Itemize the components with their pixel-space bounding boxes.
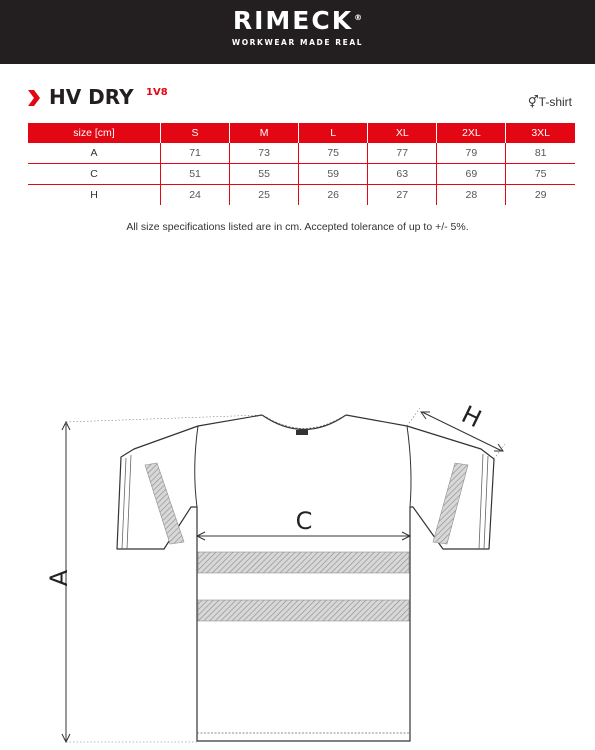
size-table-header — [28, 123, 575, 143]
table-cell: 59 — [299, 164, 368, 185]
body-reflective-stripe-upper — [198, 552, 409, 573]
header-cell: 3XL — [506, 123, 575, 143]
table-cell: 28 — [437, 185, 506, 206]
table-cell: 27 — [368, 185, 437, 206]
table-cell: 75 — [506, 164, 575, 185]
table-cell: 25 — [230, 185, 299, 206]
table-row — [28, 143, 575, 164]
table-cell: 51 — [161, 164, 230, 185]
brand-logo: RIMECK® — [232, 6, 363, 35]
product-code: 1V8 — [146, 87, 168, 98]
size-table — [28, 123, 575, 205]
tshirt-outline — [117, 415, 494, 741]
category-label: T-shirt — [538, 95, 572, 109]
neck-label — [296, 430, 308, 435]
table-cell: 26 — [299, 185, 368, 206]
brand-header — [0, 0, 595, 64]
product-category — [528, 95, 572, 109]
table-cell: 79 — [437, 143, 506, 164]
dimension-label-a: A — [45, 569, 73, 587]
table-cell: 81 — [506, 143, 575, 164]
header-cell: 2XL — [437, 123, 506, 143]
table-cell: H — [90, 189, 98, 201]
dimension-label-h: H — [457, 400, 486, 434]
header-cell: S — [161, 123, 230, 143]
table-cell: 75 — [299, 143, 368, 164]
product-name: HV DRY — [49, 85, 134, 109]
tolerance-note: All size specifications listed are in cm. Accepted tolerance of up to +/- 5%. — [126, 221, 469, 233]
header-cell: L — [299, 123, 368, 143]
header-cell: M — [230, 123, 299, 143]
table-cell: 29 — [506, 185, 575, 206]
chevron-right-icon — [28, 90, 40, 106]
brand-tagline: WORKWEAR MADE REAL — [231, 38, 364, 47]
table-cell: C — [28, 164, 161, 185]
table-cell: 77 — [368, 143, 437, 164]
unisex-icon: ⚥ — [527, 95, 539, 109]
table-cell: 73 — [230, 143, 299, 164]
table-cell: 24 — [161, 185, 230, 206]
table-cell: 69 — [437, 164, 506, 185]
dimension-label-c: C — [295, 507, 313, 535]
table-row — [28, 164, 575, 185]
table-row — [28, 185, 575, 206]
header-cell: size [cm] — [28, 123, 161, 143]
tshirt-diagram — [0, 400, 595, 750]
table-cell: 71 — [161, 143, 230, 164]
header-cell: XL — [368, 123, 437, 143]
table-cell: 55 — [230, 164, 299, 185]
table-cell: A — [28, 143, 161, 164]
table-cell: 63 — [368, 164, 437, 185]
body-reflective-stripe-lower — [198, 600, 409, 621]
